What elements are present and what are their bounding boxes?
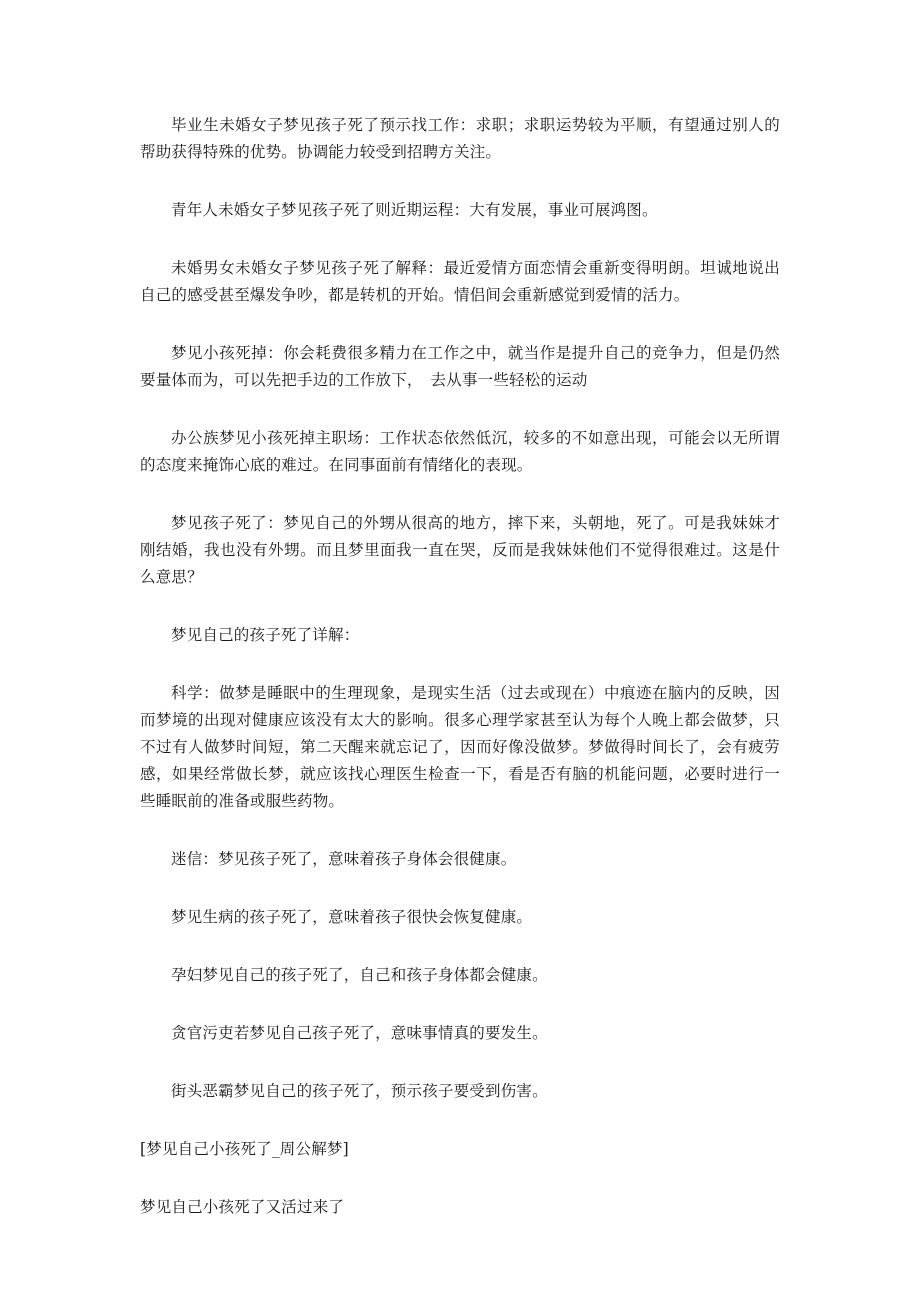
next-title: 梦见自己小孩死了又活过来了 xyxy=(140,1198,345,1216)
paragraph-young-adult: 青年人未婚女子梦见孩子死了则近期运程：大有发展，事业可展鸿图。 xyxy=(171,201,658,219)
paragraph-office-worker: 办公族梦见小孩死掉主职场：工作状态依然低沉，较多的不如意出现，可能会以无所谓的态度来掩饰心底的难过。在同事面前有情绪化的表现。 xyxy=(140,429,780,474)
paragraph-corrupt-official: 贪官污吏若梦见自己孩子死了，意味事情真的要发生。 xyxy=(171,1024,548,1042)
paragraph-nephew-dream: 梦见孩子死了：梦见自己的外甥从很高的地方，摔下来，头朝地，死了。可是我妹妹才刚结婚，我也没有外甥。而且梦里面我一直在哭，反而是我妹妹他们不觉得很难过。这是什么意思？ xyxy=(140,514,780,586)
paragraph-unmarried: 未婚男女未婚女子梦见孩子死了解释：最近爱情方面恋情会重新变得明朗。坦诚地说出自己的感受甚至爆发争吵，都是转机的开始。情侣间会重新感觉到爱情的活力。 xyxy=(140,259,780,304)
paragraph-science: 科学：做梦是睡眠中的生理现象，是现实生活（过去或现在）中痕迹在脑内的反映，因而梦境的出现对健康应该没有太大的影响。很多心理学家甚至认为每个人晚上都会做梦，只不过有人做梦时间短，第二天醒来就忘记了，因而好像没做梦。梦做得时间长了，会有疲劳感，如果经常做长梦，就应该找心理医生检查一下，看是否有脑的机能问题，必要时进行一些睡眠前的准备或服些药物。 xyxy=(140,684,780,810)
paragraph-graduate: 毕业生未婚女子梦见孩子死了预示找工作：求职；求职运势较为平顺，有望通过别人的帮助获得特殊的优势。协调能力较受到招聘方关注。 xyxy=(140,116,780,161)
paragraph-superstition: 迷信：梦见孩子死了，意味着孩子身体会很健康。 xyxy=(171,850,517,868)
paragraph-street-bully: 街头恶霸梦见自己的孩子死了，预示孩子要受到伤害。 xyxy=(171,1082,548,1100)
paragraph-explanation-heading: 梦见自己的孩子死了详解： xyxy=(171,626,360,644)
paragraph-pregnant: 孕妇梦见自己的孩子死了，自己和孩子身体都会健康。 xyxy=(171,966,548,984)
link-title[interactable]: [梦见自己小孩死了_周公解梦] xyxy=(140,1140,349,1158)
document-body xyxy=(140,112,780,1252)
paragraph-child-dies: 梦见小孩死掉：你会耗费很多精力在工作之中，就当作是提升自己的竞争力，但是仍然要量体而为，可以先把手边的工作放下， 去从事一些轻松的运动 xyxy=(140,344,780,389)
paragraph-sick-child: 梦见生病的孩子死了，意味着孩子很快会恢复健康。 xyxy=(171,908,533,926)
